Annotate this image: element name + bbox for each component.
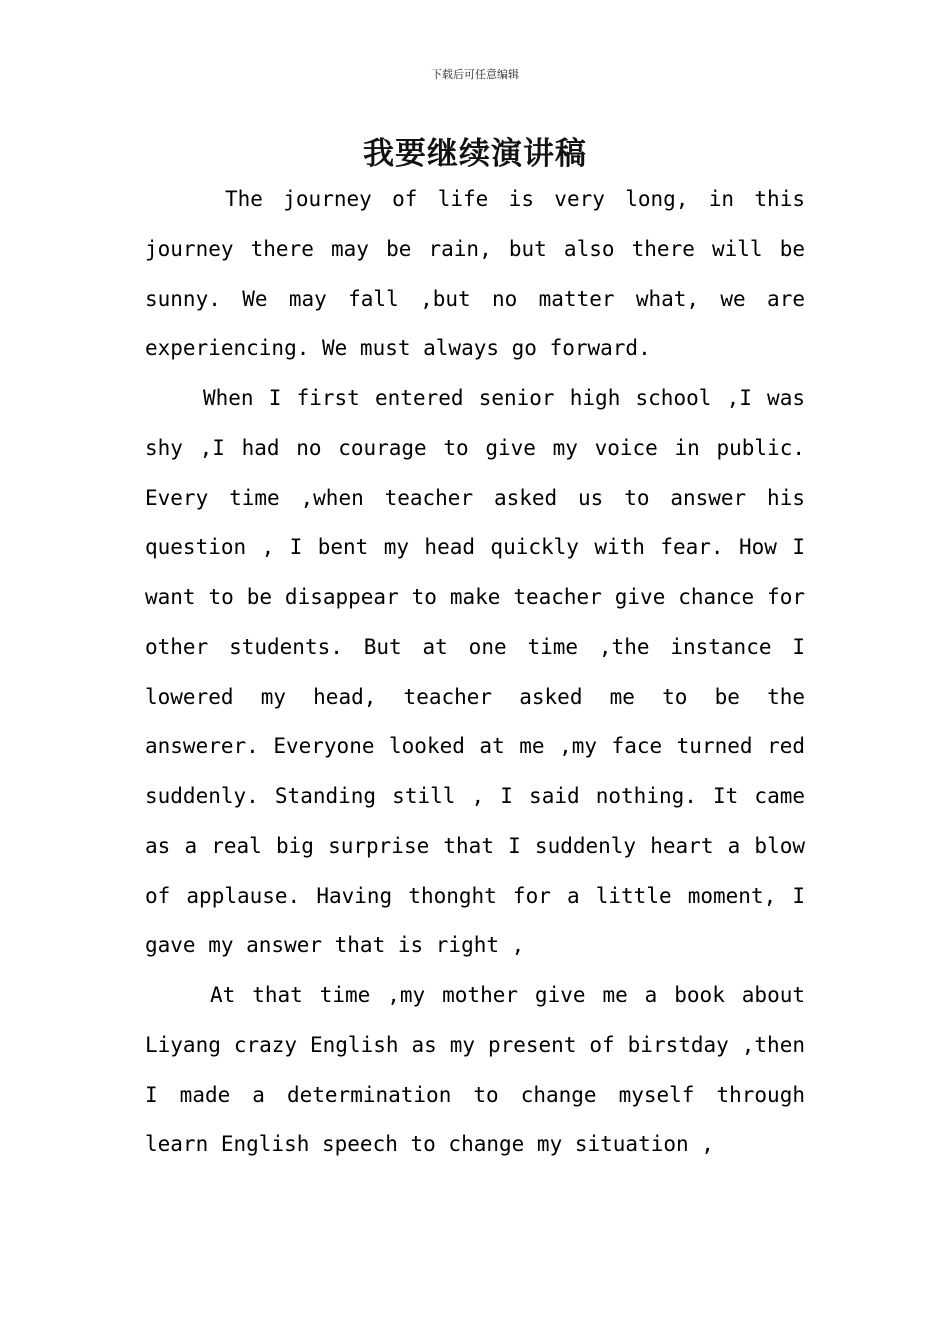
header-note: 下载后可任意编辑 xyxy=(431,68,519,81)
paragraph: At that time ,my mother give me a book about Liyang crazy English as my present of birstday ,then I made a determination to change myself through learn English speech to change my situation , xyxy=(145,983,805,1157)
speech-body xyxy=(145,175,805,1170)
paragraph: When I first entered senior high school ,I was shy ,I had no courage to give my voice in public. Every time ,when teacher asked us to answer his question , I bent my head quickly with fear. How I want to be disappear to make teacher give chance for other students. But at one time ,the instance I lowered my head, teacher asked me to be the answerer. Everyone looked at me ,my face turned red suddenly. Standing still , I said nothing. It came as a real big surprise that I suddenly heart a blow of applause. Having thonght for a little moment, I gave my answer that is right , xyxy=(145,386,805,958)
paragraph: The journey of life is very long, in this journey there may be rain, but also there will be sunny. We may fall ,but no matter what, we are experiencing. We must always go forward. xyxy=(145,187,805,361)
page-title: 我要继续演讲稿 xyxy=(363,136,587,172)
